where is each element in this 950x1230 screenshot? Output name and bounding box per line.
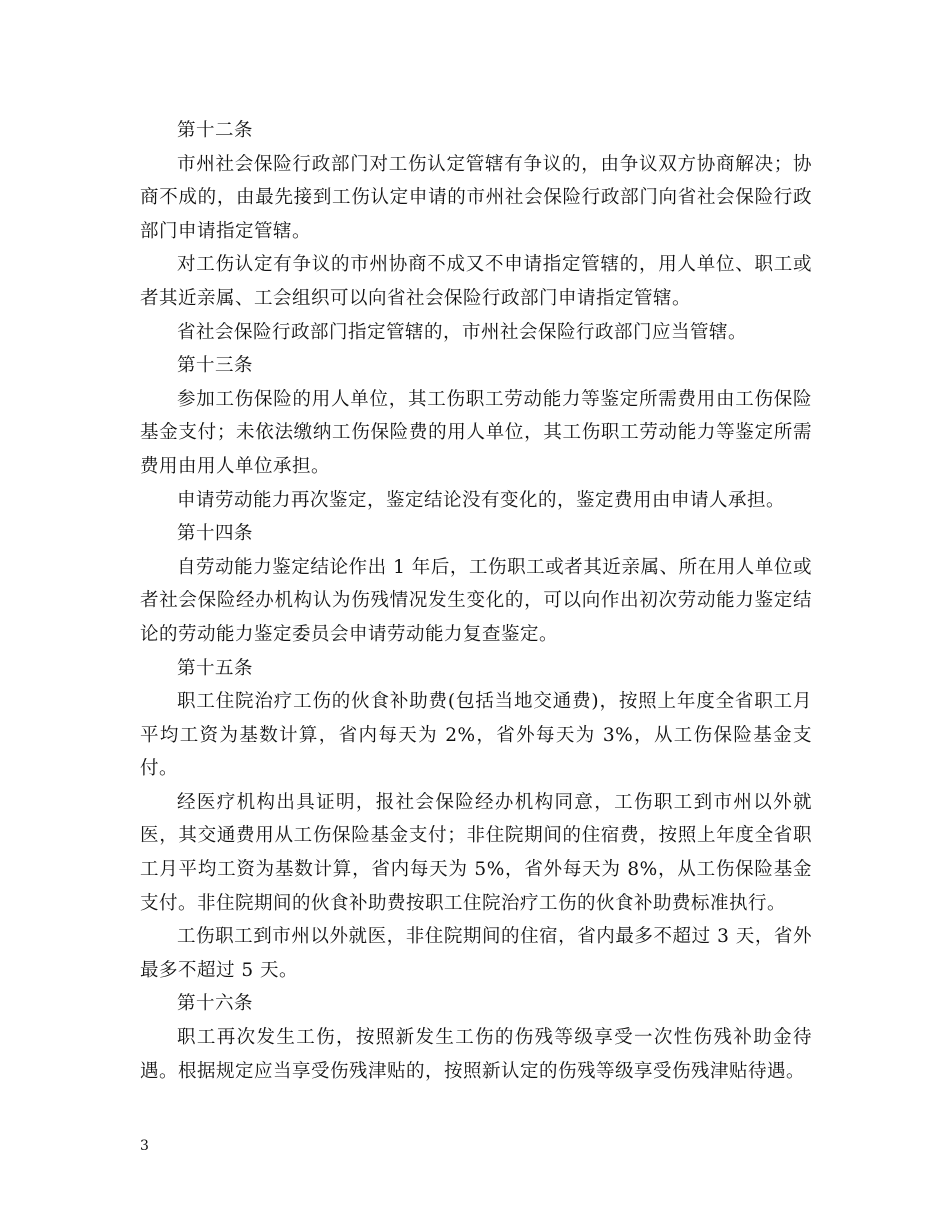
article-12-para-2: 对工伤认定有争议的市州协商不成又不申请指定管辖的，用人单位、职工或者其近亲属、工会组织可以向省社会保险行政部门申请指定管辖。 (140, 254, 812, 309)
article-13-heading: 第十三条 (177, 355, 254, 377)
article-15-para-1: 职工住院治疗工伤的伙食补助费(包括当地交通费)，按照上年度全省职工月平均工资为基数计算，省内每天为 2%，省外每天为 3%，从工伤保险基金支付。 (140, 691, 812, 780)
article-15-heading: 第十五条 (177, 657, 254, 679)
article-16-heading: 第十六条 (177, 993, 254, 1015)
article-15-para-3: 工伤职工到市州以外就医，非住院期间的住宿，省内最多不超过 3 天，省外最多不超过 5 天。 (140, 926, 812, 981)
article-16-para-1: 职工再次发生工伤，按照新发生工伤的伤残等级享受一次性伤残补助金待遇。根据规定应当享受伤残津贴的，按照新认定的伤残等级享受伤残津贴待遇。 (140, 1027, 812, 1082)
article-12-para-3: 省社会保险行政部门指定管辖的，市州社会保险行政部门应当管辖。 (177, 321, 748, 343)
article-13-para-2: 申请劳动能力再次鉴定，鉴定结论没有变化的，鉴定费用由申请人承担。 (177, 489, 786, 511)
article-13-para-1: 参加工伤保险的用人单位，其工伤职工劳动能力等鉴定所需费用由工伤保险基金支付；未依法缴纳工伤保险费的用人单位，其工伤职工劳动能力等鉴定所需费用由用人单位承担。 (140, 388, 812, 477)
article-14-para-1: 自劳动能力鉴定结论作出 1 年后，工伤职工或者其近亲属、所在用人单位或者社会保险经办机构认为伤残情况发生变化的，可以向作出初次劳动能力鉴定结论的劳动能力鉴定委员会申请劳动能力复查鉴定。 (140, 556, 812, 645)
page-number: 3 (140, 1138, 149, 1154)
article-15-para-2: 经医疗机构出具证明，报社会保险经办机构同意，工伤职工到市州以外就医，其交通费用从工伤保险基金支付；非住院期间的住宿费，按照上年度全省职工月平均工资为基数计算，省内每天为 5%，省外每天为 8%，从工伤保险基金支付。非住院期间的伙食补助费按职工住院治疗工伤的伙食补助费标准执行。 (140, 791, 812, 914)
article-12-para-1: 市州社会保险行政部门对工伤认定管辖有争议的，由争议双方协商解决；协商不成的，由最先接到工伤认定申请的市州社会保险行政部门向省社会保险行政部门申请指定管辖。 (140, 153, 812, 242)
article-12-heading: 第十二条 (177, 120, 254, 141)
document-body (140, 114, 812, 1088)
article-14-heading: 第十四条 (177, 523, 254, 545)
